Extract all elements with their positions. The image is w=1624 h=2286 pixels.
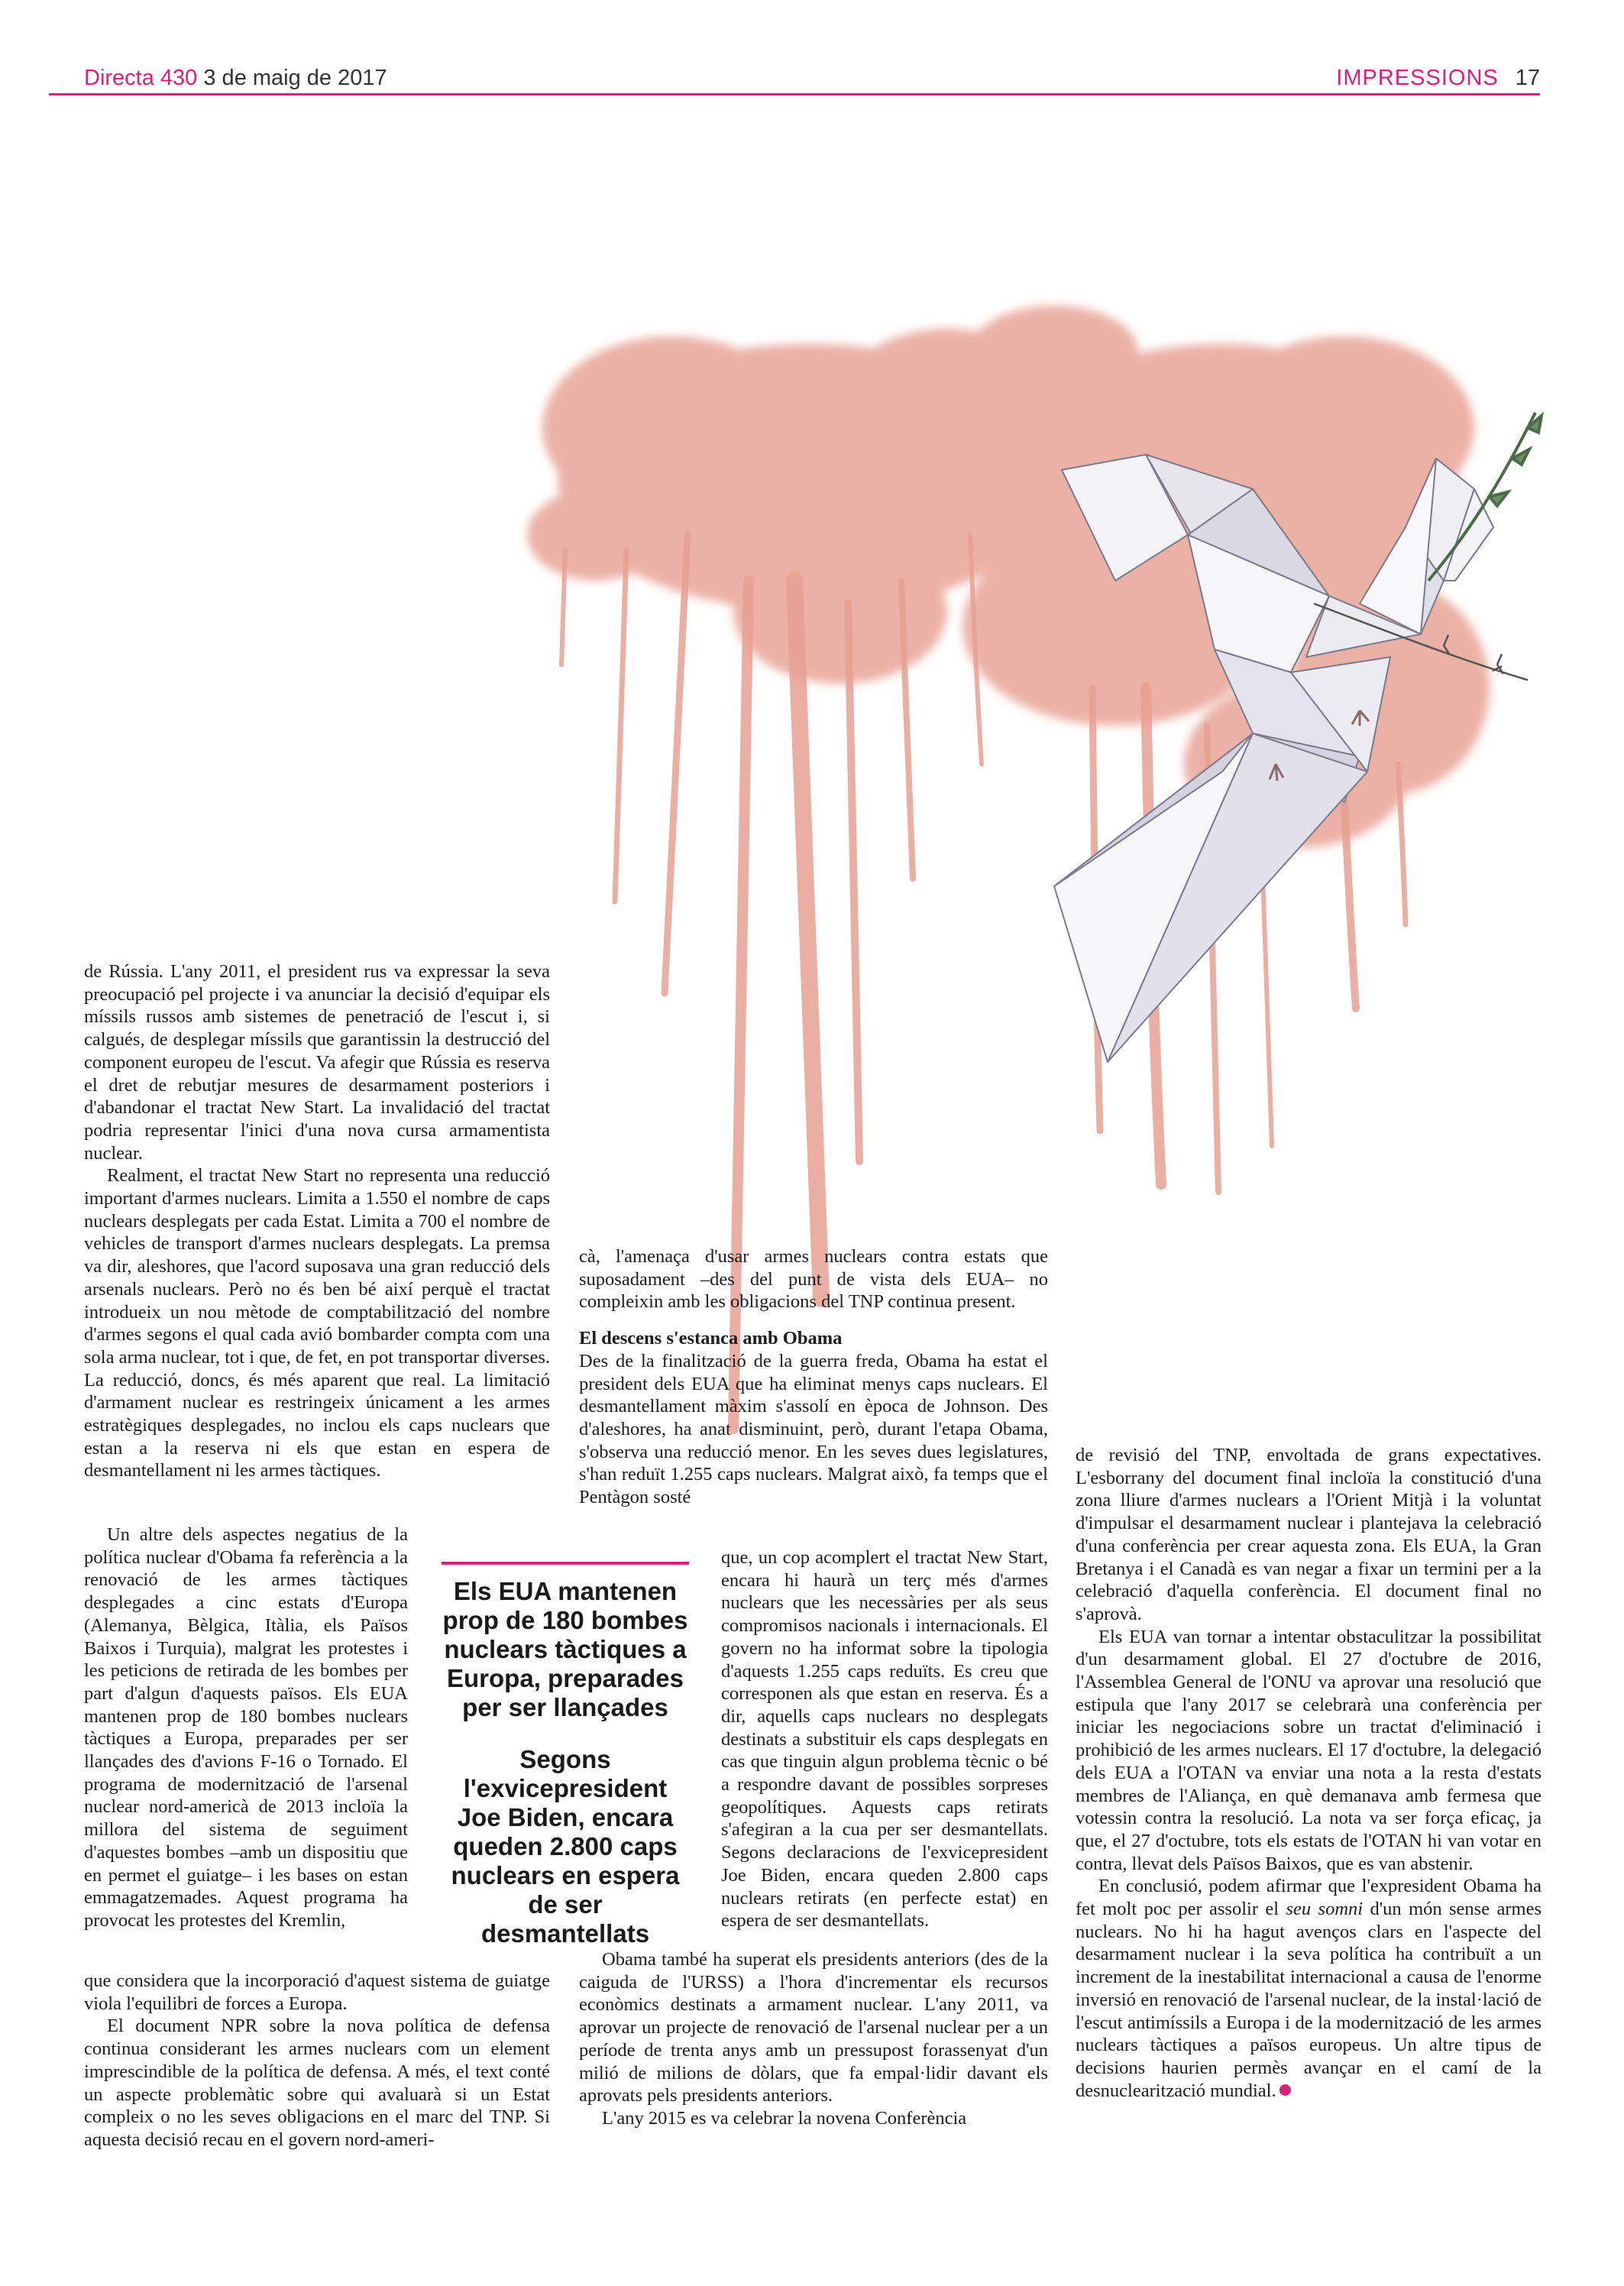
publication-name: Directa 430 xyxy=(84,66,198,90)
col1-paragraph-3: Un altre dels aspectes negatius de la política nuclear d'Obama fa referència a la renovació de les armes tàctiques desplegades a cinc estats d'Europa (Alemanya, Bèlgica, Itàlia, els Països Baixos i Turquia), malgrat les protestes i les peticions de retirada de les bombes per part d'algun d'aquests països. Els EUA mantenen prop de 180 bombes nuclears tàctiques a Europa, preparades per ser llançades des d'avions F-16 o Tornado. El programa de modernització de l'arsenal nuclear nord-americà de 2013 incloïa la millora del sistema de seguiment d'aquestes bombes –amb un dispositiu que en permet el guiatge– i les bases on estan emmagatzemades. Aquest programa ha provocat les protestes del Kremlin, xyxy=(84,1524,408,1931)
col2-paragraph-2-cont: que, un cop acomplert el tractat New Start, encara hi haurà un terç més d'armes nuclears que les necessàries per als seus compromisos nacionals i internacionals. El govern no ha informat sobre la tipologia d'aquests 1.255 caps reduïts. Es creu que corresponen als que estan en reserva. És a dir, aquells caps nuclears no desplegats destinats a substituir els caps desplegats en cas que tinguin algun problema tècnic o bé a respondre davant de possibles sorpreses geopolítiques. Aquests caps retirats s'afegiran a la cua per ser desmantellats. Segons declaracions de l'exvicepresident Joe Biden, encara queden 2.800 caps nuclears retirats (en perfecte estat) en espera de ser desmantellats. xyxy=(721,1547,1048,1931)
section-name: IMPRESSIONS xyxy=(1336,66,1499,90)
pull-quote xyxy=(442,1577,689,1948)
pull-quote-2: Segons l'exvicepresident Joe Biden, encara queden 2.800 caps nuclears en espera de ser desmantellats xyxy=(451,1745,680,1948)
col2-paragraph-2: Des de la finalització de la guerra freda, Obama ha estat el president dels EUA que ha eliminat menys caps nuclears. El desmantellament màxim s'assolí en època de Johnson. Des d'aleshores, ha anat disminuint, però, durant l'etapa Obama, s'observa una reducció menor. En les seves dues legislatures, s'han reduït 1.255 caps nuclears. Malgrat això, fa temps que el Pentàgon sosté xyxy=(579,1350,1048,1508)
article-column-3 xyxy=(1076,1444,1542,2102)
article-column-1-wrap xyxy=(84,1523,408,1932)
col3-paragraph-3 xyxy=(1076,1875,1542,2102)
article-column-2 xyxy=(579,1245,1048,1509)
col3-conclusion-end: d'un món sense armes nuclears. No hi ha hagut avenços clars en l'aspecte del desarmament nuclear i la seva política ha contribuït a un increment de la inestabilitat internacional a causa de l'enorme inversió en renovació de l'arsenal nuclear, de la instal·lació de l'escut antimíssils a Europa i de la modernització de les armes nuclears tàctiques a països europeus. Un altre tipus de decisions haurien permès avançar en el camí de la desnuclearització mundial. xyxy=(1076,1899,1542,2101)
col1-paragraph-3-cont: que considera que la incorporació d'aquest sistema de guiatge viola l'equilibri de forces a Europa. xyxy=(84,1970,550,2014)
col2-paragraph-3: Obama també ha superat els presidents anteriors (des de la caiguda de l'URSS) a l'hora d'incrementar els recursos econòmics destinats a armament nuclear. L'any 2011, va aprovar un projecte de renovació de l'arsenal nuclear per a un període de trenta anys amb un pressupost forassenyat d'un milió de milions de dòlars, que fa empal·lidir davant els aprovats pels presidents anteriors. xyxy=(579,1949,1048,2106)
callout-rule xyxy=(442,1562,689,1565)
col1-paragraph-2: Realment, el tractat New Start no representa una reducció important d'armes nuclears. Limita a 1.550 el nombre de caps nuclears desplegats per cada Estat. Limita a 700 el nombre de vehicles de transport d'armes nuclears desplegats. La premsa va dir, aleshores, que l'acord suposava una gran reducció dels arsenals nuclears. Però no és ben bé així perquè el tractat introdueix un nou mètode de comptabilització del nombre d'armes segons el qual cada avió bombarder compta com una sola arma nuclear, tot i que, de fet, en pot transportar diverses. La reducció, doncs, és més aparent que real. La limitació d'armament nuclear es restringeix únicament a les armes estratègiques desplegades, no inclou els caps nuclears que estan a la reserva ni els que estan en espera de desmantellament ni les armes tàctiques. xyxy=(84,1165,550,1481)
article-column-1-bottom xyxy=(84,1970,550,2152)
article-column-2-bottom xyxy=(579,1948,1048,2130)
col2-paragraph-1: cà, l'amenaça d'usar armes nuclears contra estats que suposadament –des del punt de vista dels EUA– no compleixin amb les obligacions del TNP continua present. xyxy=(579,1246,1048,1313)
col3-emphasis: seu somni xyxy=(1286,1899,1364,1920)
col1-paragraph-1: de Rússia. L'any 2011, el president rus va expressar la seva preocupació pel projecte i va anunciar la decisió d'equipar els míssils russos amb sistemes de penetració de l'escut i, si calgués, de desplegar míssils que garantissin la destrucció del component europeu de l'escut. Va afegir que Rússia es reserva el dret de rebutjar mesures de desarmament posteriors i d'abandonar el tractat New Start. La invalidació del tractat podria representar l'inici d'una nova cursa armamentista nuclear. xyxy=(84,961,550,1164)
end-of-article-icon xyxy=(1279,2084,1291,2096)
section-subheading: El descens s'estanca amb Obama xyxy=(579,1328,843,1349)
col3-conclusion-start: En conclusió, podem afirmar que l'expresident Obama ha fet molt poc per assolir el xyxy=(1076,1876,1542,1920)
article-column-2-wrap xyxy=(721,1546,1048,1932)
col3-paragraph-2: Els EUA van tornar a intentar obstaculitzar la possibilitat d'un desarmament global. El 27 d'octubre de 2016, l'Assemblea General de l'ONU va aprovar una resolució que estipula que l'any 2017 se celebrarà una conferència per iniciar les negociacions sobre un tractat d'eliminació i prohibició de les armes nuclears. El 17 d'octubre, la delegació dels EUA a l'OTAN va enviar una nota a la resta d'estats membres de l'Aliança, en què demanava amb fermesa que votessin contra la resolució. La nota va ser força eficaç, ja que, el 27 d'octubre, tots els estats de l'OTAN hi van votar en contra, llevat dels Països Baixos, que es van abstenir. xyxy=(1076,1626,1542,1874)
article-column-1 xyxy=(84,960,550,1482)
pull-quote-1: Els EUA mantenen prop de 180 bombes nuclears tàctiques a Europa, preparades per ser llançades xyxy=(442,1577,688,1721)
col2-paragraph-4: L'any 2015 es va celebrar la novena Conferència xyxy=(602,2107,967,2129)
col1-paragraph-4: El document NPR sobre la nova política de defensa continua considerant les armes nuclears com un element imprescindible de la política de defensa. A més, el text conté un aspecte problemàtic sobre qui avaluarà si un Estat compleix o no les seves obligacions en el marc del TNP. Si aquesta decisió recau en el govern nord-ameri- xyxy=(84,2016,550,2150)
issue-date: 3 de maig de 2017 xyxy=(203,66,387,90)
col3-paragraph-1: de revisió del TNP, envoltada de grans expectatives. L'esborrany del document final incloïa la constitució d'una zona lliure d'armes nuclears a l'Orient Mitjà i la voluntat d'impulsar el desarmament nuclear i plantejava la celebració d'una conferència per crear aquesta zona. Els EUA, la Gran Bretanya i el Canadà es van negar a fixar un termini per a la celebració d'aquella conferència. El document final no s'aprovà. xyxy=(1076,1445,1542,1624)
page-number: 17 xyxy=(1515,66,1540,90)
